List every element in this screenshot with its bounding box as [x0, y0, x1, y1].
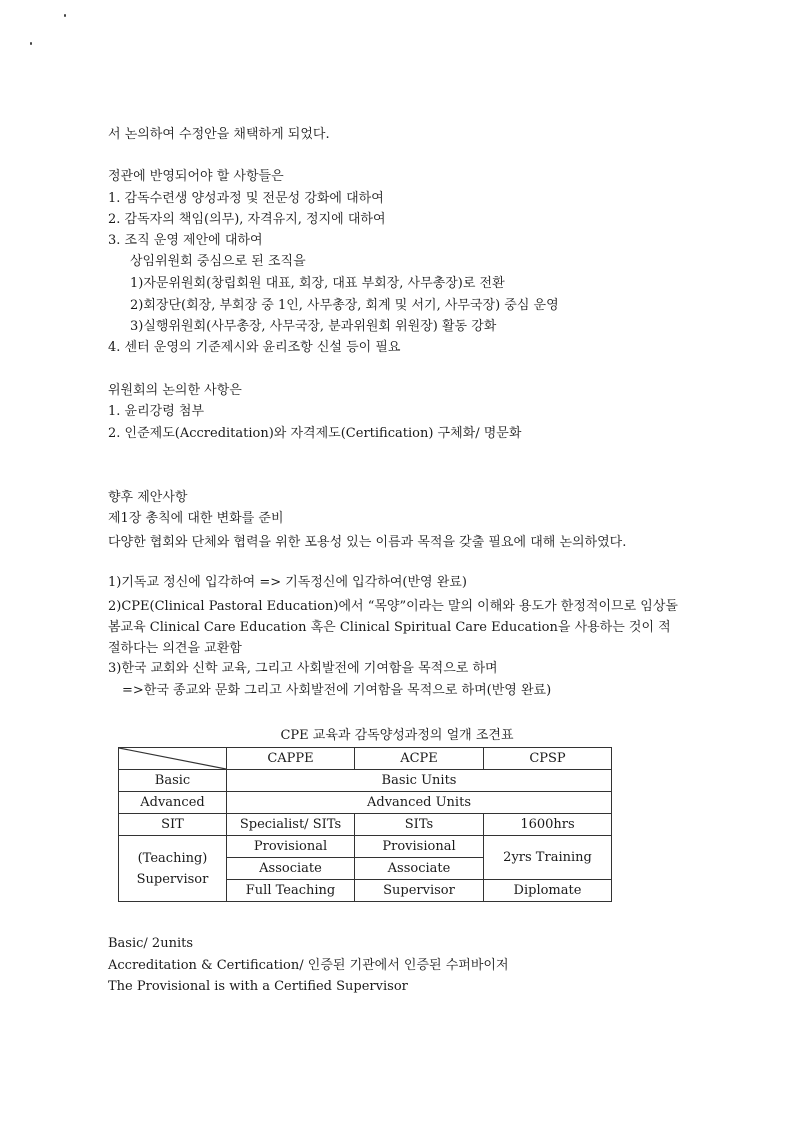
row-label-sit: SIT	[119, 814, 227, 836]
table-row	[119, 770, 612, 792]
row-label-advanced: Advanced	[119, 792, 227, 814]
table-row	[119, 836, 612, 858]
supervisor-label-line: Supervisor	[136, 871, 209, 887]
body-line: 3)실행위원회(사무총장, 사무국장, 분과위원회 위원장) 활동 강화	[130, 319, 497, 334]
supervisor-label-line: (Teaching)	[137, 850, 208, 866]
body-line: 1. 감독수련생 양성과정 및 전문성 강화에 대하여	[108, 191, 384, 206]
cell-sit-acpe: SITs	[355, 814, 484, 836]
footer-line: Basic/ 2units	[108, 936, 193, 951]
footer-line: Accreditation & Certification/ 인증된 기관에서 인증된 수퍼바이저	[108, 958, 509, 973]
diagonal-corner-cell	[119, 748, 227, 770]
cell-provisional-acpe: Provisional	[355, 836, 484, 858]
table-row	[119, 814, 612, 836]
body-line: 4. 센터 운영의 기준제시와 윤리조항 신설 등이 필요	[108, 340, 401, 355]
cell-full-acpe: Supervisor	[355, 880, 484, 902]
body-line: 위원회의 논의한 사항은	[108, 383, 242, 398]
body-line: 서 논의하여 수정안을 채택하게 되었다.	[108, 127, 330, 142]
cell-basic-units: Basic Units	[227, 770, 612, 792]
body-line: 1. 윤리강령 첨부	[108, 404, 205, 419]
row-label-basic: Basic	[119, 770, 227, 792]
body-line: 2. 감독자의 책임(의무), 자격유지, 정지에 대하여	[108, 212, 386, 227]
table-row	[119, 792, 612, 814]
body-line: 1)기독교 정신에 입각하여 => 기독정신에 입각하여(반영 완료)	[108, 575, 467, 590]
header-cpsp: CPSP	[484, 748, 612, 770]
body-line: =>한국 종교와 문화 그리고 사회발전에 기여함을 목적으로 하며(반영 완료)	[122, 683, 552, 698]
cell-provisional-cappe: Provisional	[227, 836, 355, 858]
cell-sit-cpsp: 1600hrs	[484, 814, 612, 836]
cell-associate-acpe: Associate	[355, 858, 484, 880]
body-line: 2. 인준제도(Accreditation)와 자격제도(Certification) 구체화/ 명문화	[108, 426, 522, 441]
footer-line: The Provisional is with a Certified Supervisor	[108, 979, 408, 994]
scan-speck	[30, 42, 32, 45]
table-caption: CPE 교육과 감독양성과정의 얼개 조견표	[280, 728, 514, 743]
body-line: 3)한국 교회와 신학 교육, 그리고 사회발전에 기여함을 목적으로 하며	[108, 661, 498, 676]
header-acpe: ACPE	[355, 748, 484, 770]
body-line: 2)회장단(회장, 부회장 중 1인, 사무총장, 회계 및 서기, 사무국장) 중심 운영	[130, 298, 559, 313]
body-line: 1)자문위원회(창립회원 대표, 회장, 대표 부회장, 사무총장)로 전환	[130, 276, 505, 291]
cell-full-cappe: Full Teaching	[227, 880, 355, 902]
scan-speck	[64, 14, 66, 17]
header-cappe: CAPPE	[227, 748, 355, 770]
table-header-row	[119, 748, 612, 770]
body-line: 정관에 반영되어야 할 사항들은	[108, 169, 284, 184]
cell-training-cpsp: 2yrs Training	[484, 836, 612, 880]
row-label-supervisor	[119, 836, 227, 902]
body-paragraph: 2)CPE(Clinical Pastoral Education)에서 “목양”이라는 말의 이해와 용도가 한정적이므로 임상돌봄교육 Clinical Care Education 혹은 Clinical Spiritual Care Education을 사용하는 것이 적절하다는 의견을 교환함	[108, 599, 678, 656]
body-line: 제1장 총칙에 대한 변화를 준비	[108, 511, 284, 526]
body-line: 향후 제안사항	[108, 490, 188, 505]
diagonal-line	[119, 748, 226, 769]
body-paragraph: 다양한 협회와 단체와 협력을 위한 포용성 있는 이름과 목적을 갖출 필요에 대해 논의하였다.	[108, 535, 627, 550]
cell-associate-cappe: Associate	[227, 858, 355, 880]
comparison-table	[118, 747, 612, 902]
cell-advanced-units: Advanced Units	[227, 792, 612, 814]
cell-sit-cappe: Specialist/ SITs	[227, 814, 355, 836]
body-line: 3. 조직 운영 제안에 대하여	[108, 233, 263, 248]
body-line: 상임위원회 중심으로 된 조직을	[130, 254, 306, 269]
cell-full-cpsp: Diplomate	[484, 880, 612, 902]
